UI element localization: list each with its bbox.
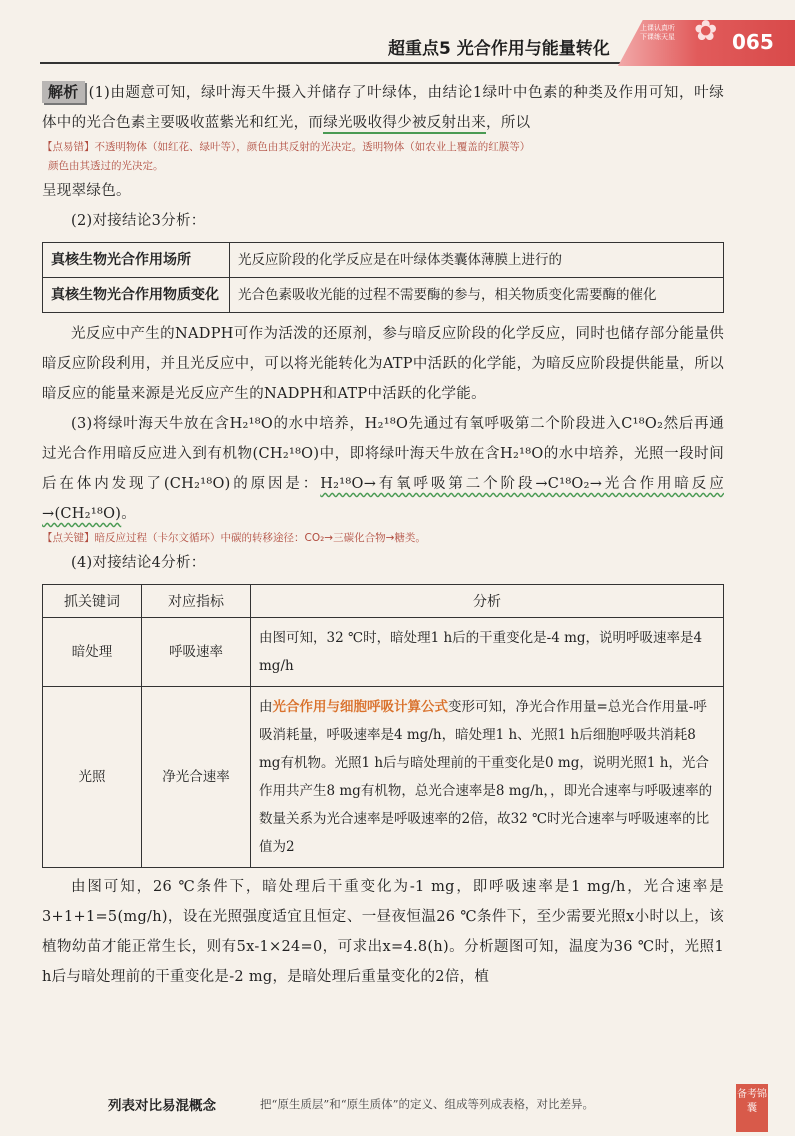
analysis-tag: 解析 bbox=[42, 81, 85, 103]
badge-slogan bbox=[640, 24, 690, 42]
table-row bbox=[43, 243, 724, 278]
footer-text: 把“原生质层”和“原生质体”的定义、组成等列成表格，对比差异。 bbox=[260, 1097, 595, 1111]
analysis-prefix: 由 bbox=[259, 699, 273, 715]
column-header: 分析 bbox=[251, 585, 724, 618]
page-content bbox=[42, 78, 724, 992]
badge-slogan-line1: 上课认真听 bbox=[640, 24, 675, 32]
header-rule bbox=[40, 62, 660, 64]
table-cell-keyword: 暗处理 bbox=[43, 618, 142, 687]
section-title: 超重点5 光合作用与能量转化 bbox=[388, 39, 610, 59]
footer-title: 列表对比易混概念 bbox=[108, 1098, 216, 1114]
note-error-prone-line2: 颜色由其透过的光决定。 bbox=[48, 160, 164, 172]
paragraph-6: 由图可知，26 ℃条件下，暗处理后干重变化为-1 mg，即呼吸速率是1 mg/h，光合速率是3+1+1=5(mg/h)，设在光照强度适宜且恒定、一昼夜恒温26 ℃条件下，至少需要光照x小时以上，该植物幼苗才能正常生长，则有5x-1×24=0，可求出x=4.8(h)。分析题图可知，温度为36 ℃时，光照1 h后与暗处理前的干重变化是-2 mg，是暗处理后重量变化的2倍，植 bbox=[42, 879, 724, 985]
paragraph-1-underlined: 绿光吸收得少被反射出来 bbox=[323, 115, 486, 134]
analysis-text: 变形可知，净光合作用量=总光合作用量-呼吸消耗量，呼吸速率是4 mg/h，暗处理1 h、光照1 h后细胞呼吸共消耗8 mg有机物。光照1 h后与暗处理前的干重变化是0 mg，说明光照1 h，光合作用共产生8 mg有机物，总光合速率是8 mg/h，，即光合速率与呼吸速率的数量关系为光合速率是呼吸速率的2倍，故32 ℃时光合速率与呼吸速率的比值为2 bbox=[259, 699, 713, 855]
paragraph-4-text: (3)将绿叶海天牛放在含H₂¹⁸O的水中培养，H₂¹⁸O先通过有氧呼吸第二个阶段进入C¹⁸O₂然后再通过光合作用暗反应进入到有机物(CH₂¹⁸O)中，即将绿叶海天牛放在含H₂¹⁸O的水中培养，光照一段时间后在体内发现了(CH₂¹⁸O)的原因是： bbox=[42, 416, 724, 492]
paragraph-4-underlined: H₂¹⁸O→有氧呼吸第二个阶段→C¹⁸O₂→光合作用暗反应→(CH₂¹⁸O) bbox=[42, 476, 724, 522]
column-header: 对应指标 bbox=[142, 585, 251, 618]
table-header-row bbox=[43, 585, 724, 618]
page-header bbox=[0, 0, 795, 64]
table-conclusion-4 bbox=[42, 584, 724, 868]
paragraph-1 bbox=[42, 78, 724, 138]
table-row bbox=[43, 278, 724, 313]
badge-slogan-line2: 下课练天星 bbox=[640, 33, 675, 41]
table-cell-indicator: 净光合速率 bbox=[142, 687, 251, 868]
table-conclusion-3 bbox=[42, 242, 724, 313]
table-row bbox=[43, 687, 724, 868]
page-footer bbox=[0, 1084, 795, 1136]
page-number: 065 bbox=[732, 30, 774, 54]
column-header: 抓关键词 bbox=[43, 585, 142, 618]
paragraph-2: (2)对接结论3分析： bbox=[71, 213, 206, 229]
table-row bbox=[43, 618, 724, 687]
paragraph-3: 光反应中产生的NADPH可作为活泼的还原剂，参与暗反应阶段的化学反应，同时也储存部分能量供暗反应阶段利用，并且光反应中，可以将光能转化为ATP中活跃的化学能，为暗反应阶段提供能量，所以暗反应的能量来源是光反应产生的NADPH和ATP中活跃的化学能。 bbox=[42, 326, 724, 402]
table-cell-analysis bbox=[251, 687, 724, 868]
paragraph-1-text: (1)由题意可知，绿叶海天牛摄入并储存了叶绿体，由结论1绿叶中色素的种类及作用可知，叶绿体中的光合色素主要吸收蓝紫光和红光，而 bbox=[42, 85, 724, 131]
paragraph-5: (4)对接结论4分析： bbox=[71, 555, 206, 571]
formula-highlight: 光合作用与细胞呼吸计算公式 bbox=[272, 699, 448, 715]
note-key-point: 【点关键】暗反应过程（卡尔文循环）中碳的转移途径：CO₂→三碳化合物→糖类。 bbox=[42, 532, 426, 544]
note-error-prone bbox=[42, 138, 724, 176]
paragraph-4 bbox=[42, 409, 724, 529]
table-cell-keyword: 光照 bbox=[43, 687, 142, 868]
table-cell-analysis: 由图可知，32 ℃时，暗处理1 h后的干重变化是-4 mg，说明呼吸速率是4 mg/h bbox=[251, 618, 724, 687]
flower-icon: ✿ bbox=[694, 14, 718, 47]
table-cell: 光反应阶段的化学反应是在叶绿体类囊体薄膜上进行的 bbox=[230, 243, 724, 278]
table-cell-header: 真核生物光合作用场所 bbox=[43, 243, 230, 278]
note-error-prone-line1: 【点易错】不透明物体（如红花、绿叶等），颜色由其反射的光决定。透明物体（如农业上覆盖的红膜等） bbox=[42, 141, 531, 153]
paragraph-1-end: ，所以 bbox=[486, 115, 531, 131]
table-cell-header: 真核生物光合作用物质变化 bbox=[43, 278, 230, 313]
paragraph-1-cont: 呈现翠绿色。 bbox=[42, 183, 131, 199]
paragraph-4-end: 。 bbox=[121, 506, 137, 522]
table-cell-indicator: 呼吸速率 bbox=[142, 618, 251, 687]
footer-tab: 备考锦囊 bbox=[736, 1084, 768, 1132]
table-cell: 光合色素吸收光能的过程不需要酶的参与，相关物质变化需要酶的催化 bbox=[230, 278, 724, 313]
